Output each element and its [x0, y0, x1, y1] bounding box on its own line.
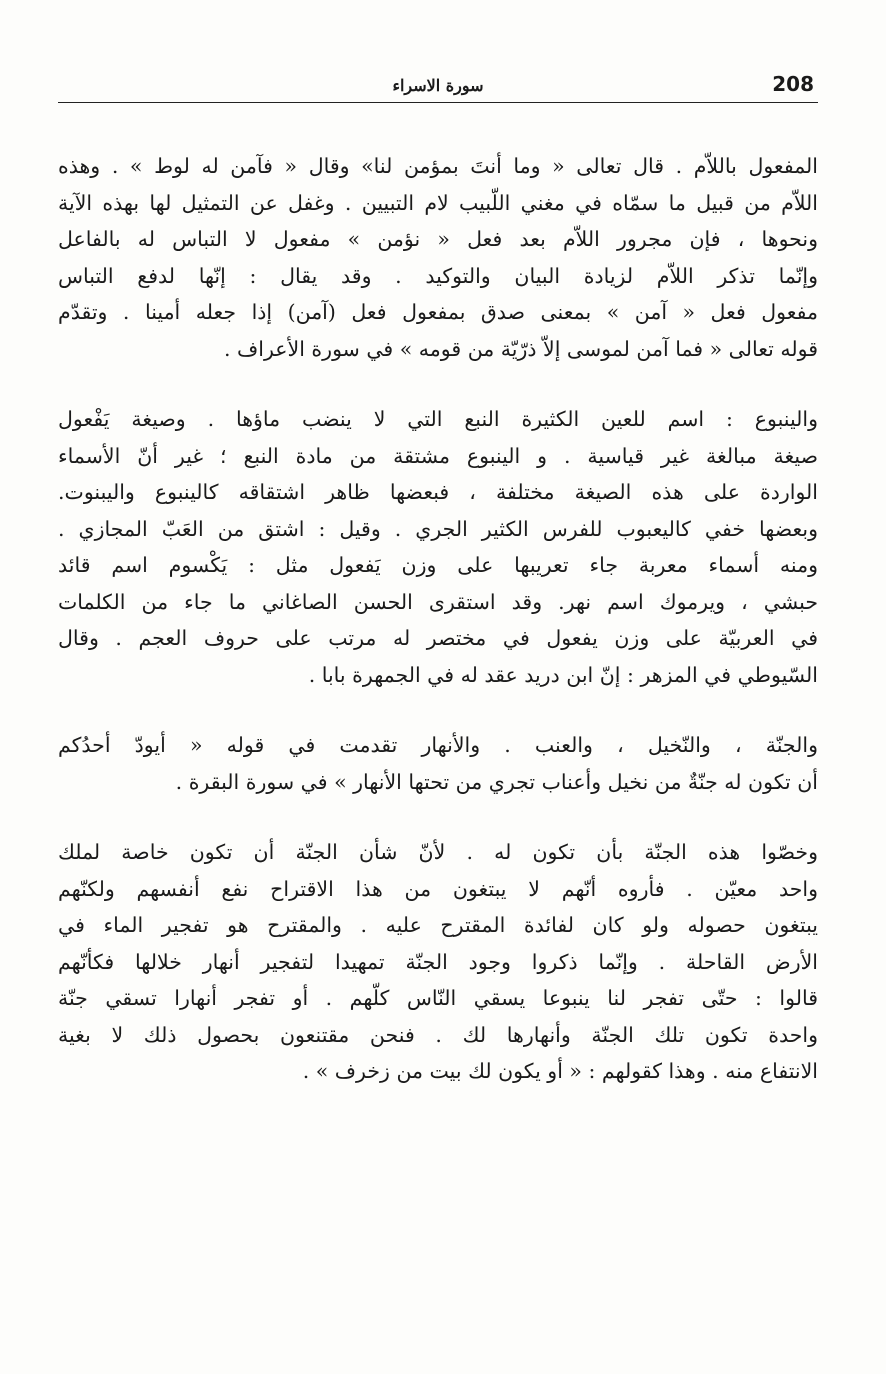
paragraph: [58, 148, 818, 367]
running-title: سورة الاسراء: [392, 76, 484, 95]
text-line: مفعول فعل « آمن » بمعنى صدق بمفعول فعل (آمن) إذا جعله أمينا . وتقدّم: [58, 300, 818, 324]
paragraph: [58, 727, 818, 800]
text-line: وبعضها خفي كاليعبوب للفرس الكثير الجري . وقيل : اشتق من العَبّ المجازي .: [58, 516, 818, 541]
text-line: قوله تعالى « فما آمن لموسى إلاّ ذرّيّة من قومه » في سورة الأعراف .: [224, 336, 818, 361]
paragraph: [58, 834, 818, 1090]
text-line: واحدة تكون تلك الجنّة وأنهارها لك . فنحن مقتنعون بحصول ذلك لا بغية: [58, 1022, 818, 1047]
header-rule: [58, 102, 818, 103]
text-line: السّيوطي في المزهر : إنّ ابن دريد عقد له في الجمهرة بابا .: [308, 662, 818, 687]
text-line: الانتفاع منه . وهذا كقولهم : « أو يكون لك بيت من زخرف » .: [302, 1059, 818, 1083]
text-line: والجنّة ، والنّخيل ، والعنب . والأنهار تقدمت في قوله « أيودّ أحدُكم: [58, 733, 818, 757]
text-line: ومنه أسماء معربة جاء تعريبها على وزن يَفعول مثل : يَكْسوم اسم قائد: [58, 553, 818, 577]
page-number: 208: [772, 72, 814, 96]
text-line: يبتغون حصوله ولو كان لفائدة المقترح عليه . والمقترح هو تفجير الماء في: [58, 913, 818, 937]
page-header: [58, 68, 818, 104]
text-line: اللاّم من قبيل ما سمّاه في مغني اللّبيب لام التبيين . وغفل عن التمثيل لها بهذه الآية: [58, 190, 818, 215]
paragraph-gap: [58, 800, 818, 834]
text-line: قالوا : حتّى تفجر لنا ينبوعا يسقي النّاس كلّهم . أو تفجر أنهارا تسقي جنّة: [58, 986, 818, 1010]
text-line: والينبوع : اسم للعين الكثيرة النبع التي لا ينضب ماؤها . وصيغة يَفْعول: [58, 407, 818, 431]
text-line: وخصّوا هذه الجنّة بأن تكون له . لأنّ شأن الجنّة أن تكون خاصة لملك: [58, 840, 818, 864]
text-line: المفعول باللاّم . قال تعالى « وما أنتَ بمؤمن لنا» وقال « فآمن له لوط » . وهذه: [58, 154, 818, 178]
paragraph-gap: [58, 693, 818, 727]
text-line: صيغة مبالغة غير قياسية . و الينبوع مشتقة من مادة النبع ؛ غير أنّ الأسماء: [58, 443, 818, 468]
text-line: ونحوها ، فإن مجرور اللاّم بعد فعل « نؤمن » مفعول لا التباس له بالفاعل: [58, 227, 818, 251]
text-line: الواردة على هذه الصيغة مختلفة ، فبعضها ظاهر اشتقاقه كالينبوع واليبنوت.: [58, 480, 818, 504]
text-line: حبشي ، ويرموك اسم نهر. وقد استقرى الحسن الصاغاني ما جاء من الكلمات: [58, 589, 818, 614]
body-text: [58, 148, 818, 1090]
text-line: في العربيّة على وزن يفعول في مختصر له مرتب على حروف العجم . وقال: [58, 626, 818, 650]
text-line: واحد معيّن . فأروه أنّهم لا يبتغون من هذا الاقتراح نفع أنفسهم ولكنّهم: [58, 876, 818, 901]
paragraph-gap: [58, 367, 818, 401]
text-line: أن تكون له جنّةٌ من نخيل وأعناب تجري من تحتها الأنهار » في سورة البقرة .: [175, 769, 818, 794]
text-line: وإنّما تذكر اللاّم لزيادة البيان والتوكيد . وقد يقال : إنّها لدفع التباس: [58, 263, 818, 288]
text-line: الأرض القاحلة . وإنّما ذكروا وجود الجنّة تمهيدا لتفجير أنهار خلالها فكأنّهم: [58, 949, 818, 974]
paragraph: [58, 401, 818, 693]
